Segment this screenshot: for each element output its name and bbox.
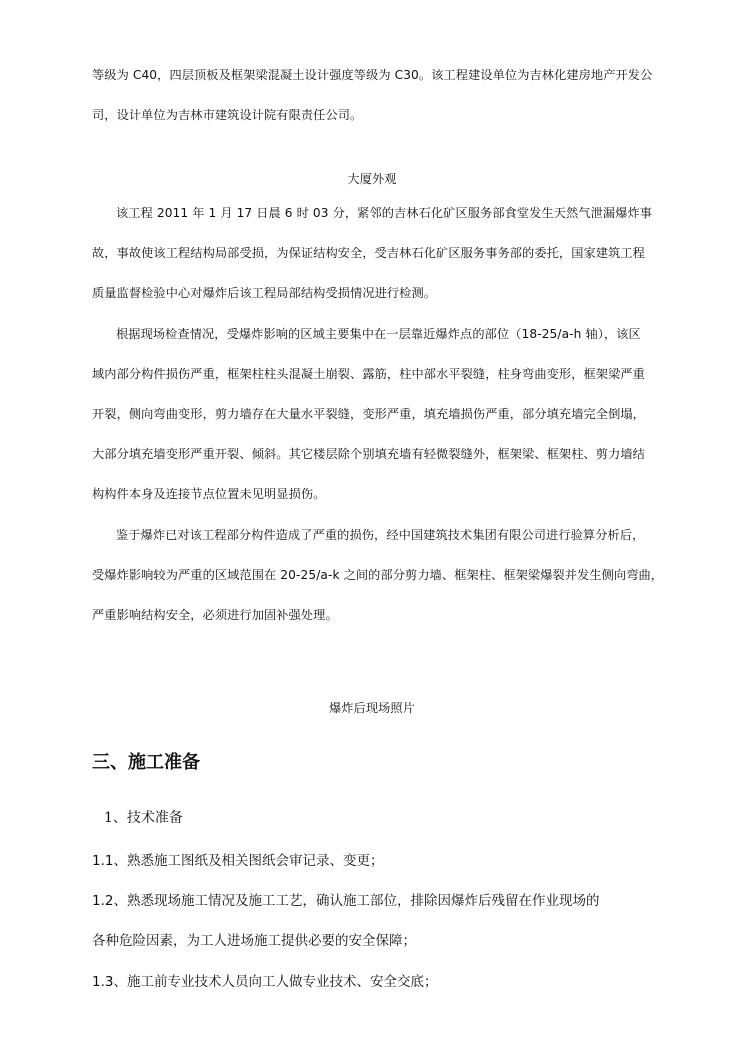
list-item: 各种危险因素，为工人进场施工提供必要的安全保障； [92,933,416,949]
paragraph-line: 开裂，侧向弯曲变形，剪力墙存在大量水平裂缝，变形严重，填充墙损伤严重，部分填充墙完全倒塌， [92,407,645,421]
paragraph-line: 受爆炸影响较为严重的区域范围在 20-25/a-k 之间的部分剪力墙、框架柱、框架梁爆裂并发生侧向弯曲， [92,568,664,582]
image-caption: 大厦外观 [347,172,397,186]
list-item: 1.2、熟悉现场施工情况及施工工艺，确认施工部位，排除因爆炸后残留在作业现场的 [92,893,600,909]
paragraph-line: 严重影响结构安全，必须进行加固补强处理。 [92,608,338,622]
paragraph-line: 司，设计单位为吉林市建筑设计院有限责任公司。 [92,108,363,122]
paragraph-line: 鉴于爆炸已对该工程部分构件造成了严重的损伤，经中国建筑技术集团有限公司进行验算分析后， [116,528,645,542]
paragraph-line: 根据现场检查情况，受爆炸影响的区域主要集中在一层靠近爆炸点的部位（18-25/a-h 轴），该区 [116,327,641,341]
subsection-heading: 1、技术准备 [104,810,183,826]
section-heading: 三、施工准备 [92,752,200,773]
paragraph-line: 质量监督检验中心对爆炸后该工程局部结构受损情况进行检测。 [92,286,437,300]
list-item: 1.1、熟悉施工图纸及相关图纸会审记录、变更； [92,853,384,869]
paragraph-line: 该工程 2011 年 1 月 17 日晨 6 时 03 分，紧邻的吉林石化矿区服务部食堂发生天然气泄漏爆炸事 [116,206,653,220]
image-caption: 爆炸后现场照片 [328,701,415,715]
paragraph-line: 故，事故使该工程结构局部受损，为保证结构安全，受吉林石化矿区服务事务部的委托，国家建筑工程 [92,246,645,260]
paragraph-line: 域内部分构件损伤严重，框架柱柱头混凝土崩裂、露筋，柱中部水平裂缝，柱身弯曲变形，框架梁严重 [92,367,645,381]
paragraph-line: 等级为 C40，四层顶板及框架梁混凝土设计强度等级为 C30。该工程建设单位为吉林化建房地产开发公 [92,68,653,82]
paragraph-line: 大部分填充墙变形严重开裂、倾斜。其它楼层除个别填充墙有轻微裂缝外，框架梁、框架柱、剪力墙结 [92,447,645,461]
paragraph-line: 构构件本身及连接节点位置未见明显损伤。 [92,487,326,501]
list-item: 1.3、施工前专业技术人员向工人做专业技术、安全交底； [92,974,438,990]
